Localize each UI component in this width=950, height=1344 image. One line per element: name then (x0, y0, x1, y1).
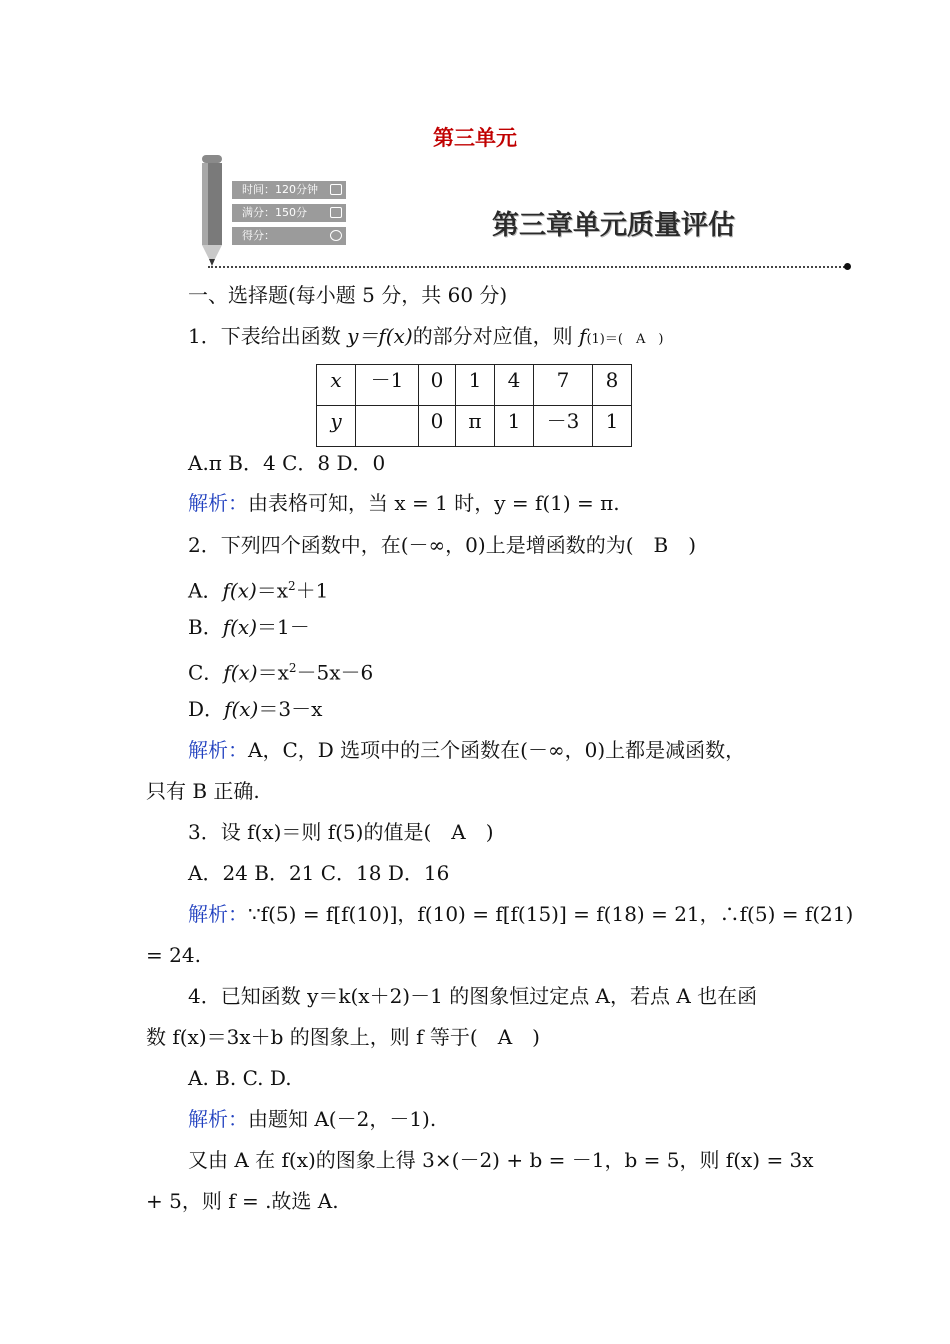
table-cell: 4 (495, 365, 534, 406)
q2-stem: 2．下列四个函数中，在(－∞，0)上是增函数的为( B ) (188, 533, 697, 557)
option-text: ＝3－x (258, 697, 323, 721)
option-fx: f(x) (222, 578, 257, 603)
table-cell: y (317, 406, 356, 447)
q3-stem: 3．设 f(x)＝则 f(5)的值是( A ) (188, 820, 494, 844)
table-row (317, 406, 632, 447)
table-cell (356, 406, 419, 447)
value-table (316, 364, 632, 447)
option-fx: f(x) (222, 615, 257, 639)
table-cell: －1 (356, 365, 419, 406)
full-score-label: 满分：150分 (242, 206, 307, 219)
chapter-title: 第三章单元质量评估 (492, 210, 735, 241)
option-sup: 2 (288, 661, 297, 675)
option-fx: f(x) (224, 697, 259, 721)
q1-f: f (579, 324, 587, 348)
score-tag (232, 227, 346, 245)
option-text: ＝x (256, 578, 289, 603)
q4-stem: 4．已知函数 y＝k(x＋2)－1 的图象恒过定点 A，若点 A 也在函 (188, 984, 758, 1008)
q4-stem-cont: 数 f(x)＝3x＋b 的图象上，则 f 等于( A ) (146, 1025, 540, 1049)
analysis-label: 解析： (188, 491, 248, 515)
q4-analysis (188, 1106, 436, 1132)
option-fx: f(x) (223, 660, 258, 685)
q3-options: A．24 B．21 C．18 D．16 (188, 861, 450, 885)
q4-analysis-line3: + 5，则 f = .故选 A. (146, 1189, 339, 1213)
time-tag (232, 181, 346, 199)
q1-stem-text: 1．下表给出函数 (188, 324, 348, 348)
full-score-tag (232, 204, 346, 222)
q2-option-c (188, 655, 373, 686)
q1-equation: y＝f(x) (347, 324, 413, 348)
table-cell: x (317, 365, 356, 406)
q2-option-b (188, 614, 310, 640)
q1-stem-text2: 的部分对应值，则 (412, 324, 580, 348)
table-cell: 8 (593, 365, 632, 406)
q2-option-a (188, 573, 328, 604)
table-cell: 1 (456, 365, 495, 406)
option-text: ＋1 (295, 578, 329, 603)
q3-analysis-cont: = 24. (146, 943, 201, 967)
table-cell: 0 (419, 365, 456, 406)
option-label: A． (188, 578, 223, 603)
option-label: B． (188, 615, 223, 639)
divider-end-dot (844, 263, 851, 270)
laptop-icon (330, 207, 342, 218)
clock-icon (330, 184, 342, 195)
table-cell: －3 (534, 406, 593, 447)
q2-option-d (188, 696, 322, 722)
q3-analysis (188, 901, 853, 927)
analysis-label: 解析： (188, 902, 248, 926)
q1-analysis (188, 490, 620, 516)
option-label: C． (188, 660, 224, 685)
dotted-divider (208, 266, 848, 268)
pencil-icon (196, 155, 234, 267)
table-cell: 1 (593, 406, 632, 447)
analysis-text: 由表格可知，当 x = 1 时，y = f(1) = π. (248, 491, 620, 515)
section-heading: 一、选择题(每小题 5 分，共 60 分) (188, 283, 508, 307)
table-cell: 0 (419, 406, 456, 447)
apple-icon (330, 230, 342, 241)
analysis-label: 解析： (188, 738, 248, 762)
table-cell: 7 (534, 365, 593, 406)
option-sup: 2 (288, 579, 296, 593)
table-cell: 1 (495, 406, 534, 447)
analysis-text: 由题知 A(－2，－1). (248, 1107, 437, 1131)
table-cell: π (456, 406, 495, 447)
time-label: 时间：120分钟 (242, 183, 318, 196)
analysis-label: 解析： (188, 1107, 248, 1131)
table-row (317, 365, 632, 406)
option-text: －5x－6 (296, 660, 374, 685)
q1-answer: (1)＝( A ) (586, 332, 664, 347)
q1-stem (188, 323, 663, 353)
q4-analysis-line2: 又由 A 在 f(x)的图象上得 3×(－2) + b = －1，b = 5，则 f(x) = 3x (188, 1148, 814, 1172)
q1-options: A.π B．4 C．8 D．0 (188, 451, 386, 475)
q4-options: A. B. C. D. (188, 1066, 292, 1090)
option-label: D． (188, 697, 225, 721)
q2-analysis-cont: 只有 B 正确. (146, 779, 260, 803)
option-text: ＝1－ (257, 615, 310, 639)
unit-title: 第三单元 (433, 126, 517, 150)
q2-analysis (188, 737, 745, 763)
score-label: 得分： (242, 229, 275, 242)
option-text: ＝x (257, 660, 289, 685)
analysis-text: ∵f(5) = f[f(10)]，f(10) = f[f(15)] = f(18) = 21，∴f(5) = f(21) (248, 902, 854, 926)
analysis-text: A，C，D 选项中的三个函数在(－∞，0)上都是减函数， (248, 738, 746, 762)
